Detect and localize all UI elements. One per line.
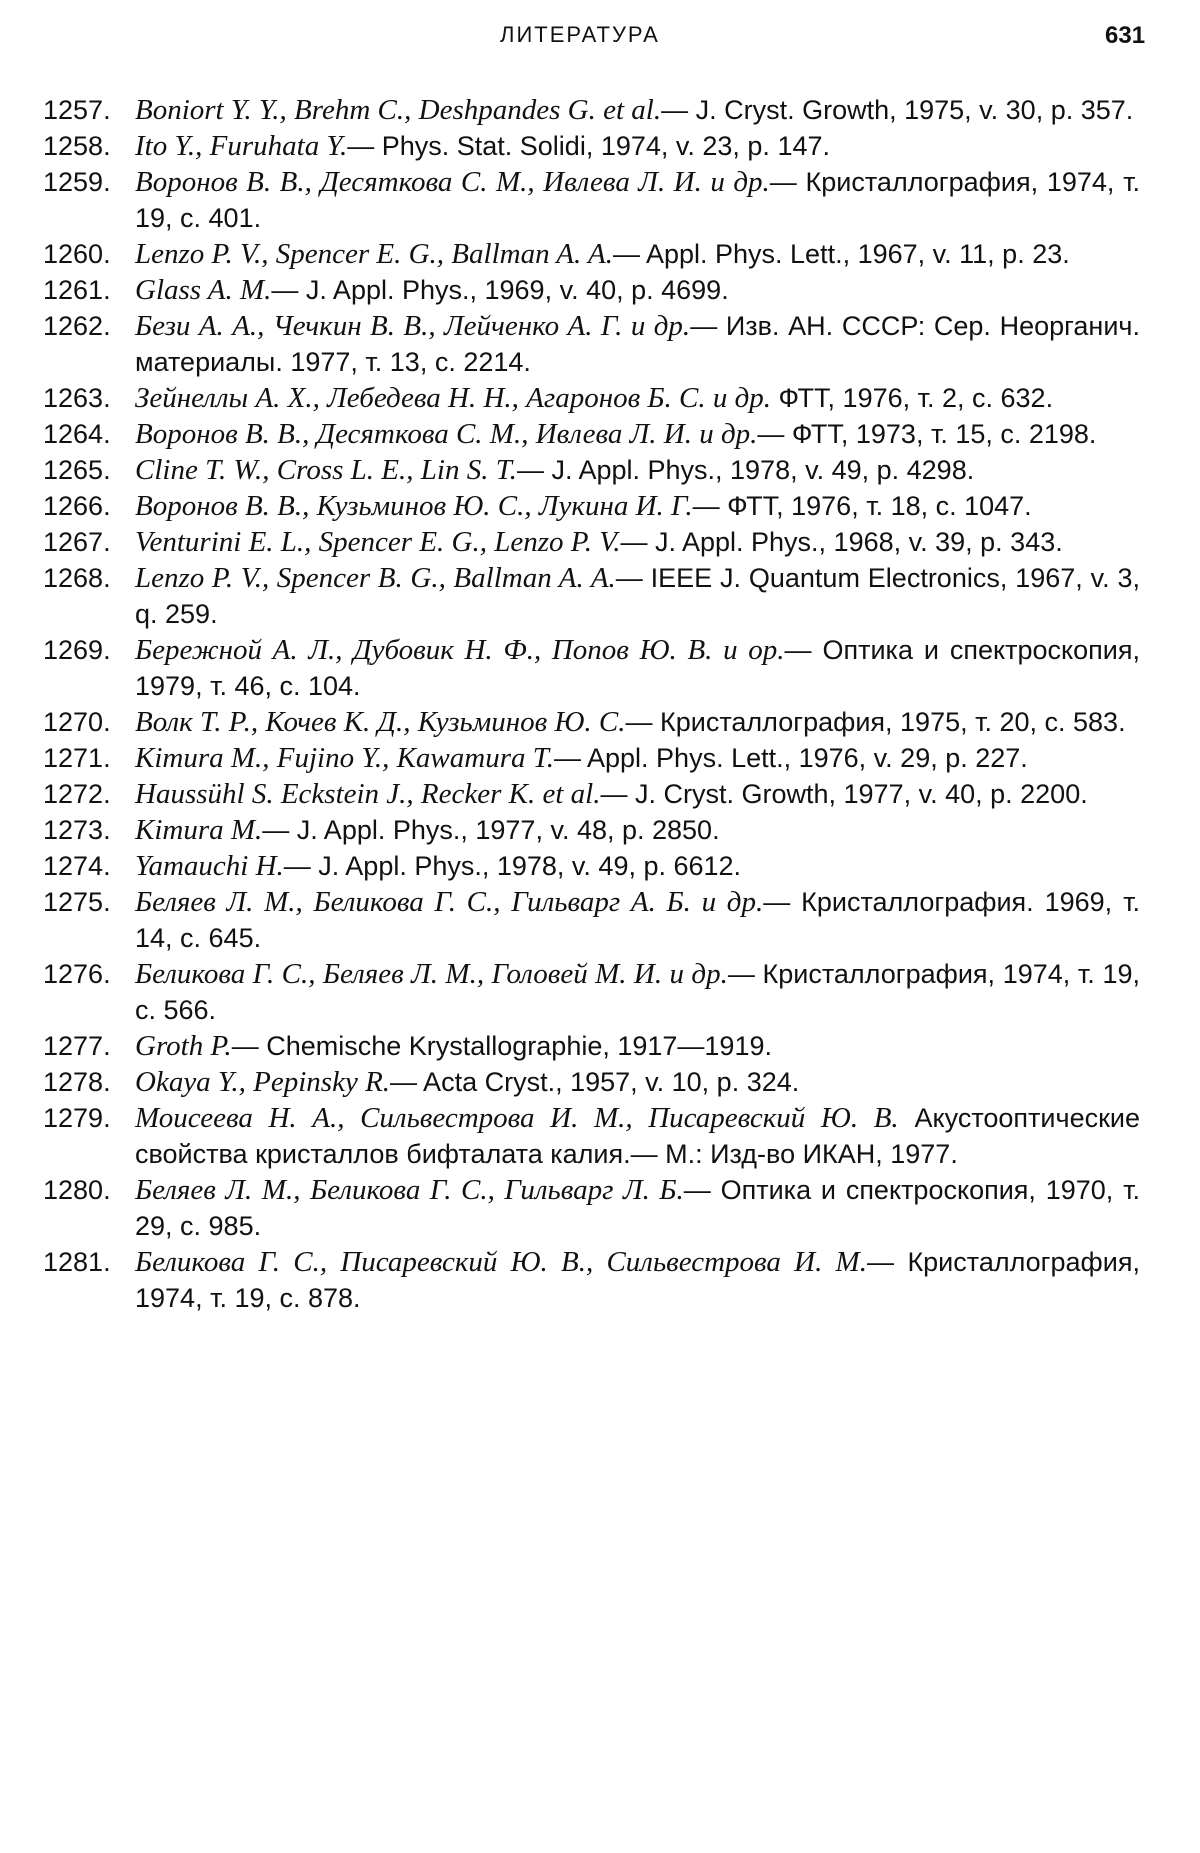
reference-source: — Phys. Stat. Solidi, 1974, v. 23, p. 147. — [347, 131, 830, 161]
reference-text — [135, 416, 1140, 452]
reference-authors: Lenzo P. V., Spencer B. G., Ballman A. A. — [135, 562, 616, 594]
reference-authors: Воронов В. В., Десяткова С. М., Ивлева Л. И. и др. — [135, 166, 770, 198]
reference-number: 1273. — [43, 815, 111, 845]
page-number: 631 — [1105, 22, 1146, 49]
reference-authors: Волк Т. Р., Кочев К. Д., Кузьминов Ю. С. — [135, 706, 626, 738]
reference-source: — ФТТ, 1976, т. 18, с. 1047. — [692, 491, 1032, 521]
reference-source: ФТТ, 1976, т. 2, с. 632. — [771, 383, 1054, 413]
reference-source: — Кристаллография, 1974, т. 19, с. 401. — [135, 167, 1140, 233]
reference-authors: Groth P. — [135, 1030, 232, 1062]
reference-entry — [0, 704, 1140, 740]
reference-source: — Appl. Phys. Lett., 1976, v. 29, p. 227. — [553, 743, 1028, 773]
reference-entry — [0, 128, 1140, 164]
reference-number: 1280. — [43, 1175, 111, 1205]
reference-authors: Моисеева Н. А., Сильвестрова И. М., Писаревский Ю. В. — [135, 1102, 899, 1134]
reference-authors: Cline T. W., Cross L. E., Lin S. T. — [135, 454, 517, 486]
reference-source: — J. Cryst. Growth, 1975, v. 30, p. 357. — [661, 95, 1134, 125]
reference-number: 1275. — [43, 887, 111, 917]
reference-entry — [0, 1172, 1140, 1244]
reference-source: — J. Appl. Phys., 1978, v. 49, p. 4298. — [516, 455, 975, 485]
reference-entry — [0, 1244, 1140, 1316]
reference-source: — ФТТ, 1973, т. 15, с. 2198. — [757, 419, 1097, 449]
reference-entry — [0, 272, 1140, 308]
reference-number: 1263. — [43, 383, 111, 413]
reference-source: — J. Appl. Phys., 1969, v. 40, p. 4699. — [271, 275, 729, 305]
reference-text — [135, 524, 1140, 560]
reference-source: — Appl. Phys. Lett., 1967, v. 11, p. 23. — [612, 239, 1070, 269]
reference-number: 1259. — [43, 167, 111, 197]
reference-entry — [0, 488, 1140, 524]
reference-number: 1258. — [43, 131, 111, 161]
reference-entry — [0, 1100, 1140, 1172]
reference-authors: Yamauchi H. — [135, 850, 284, 882]
reference-text — [135, 164, 1140, 236]
reference-entry — [0, 812, 1140, 848]
reference-list — [0, 92, 1200, 1316]
reference-source: — Кристаллография, 1975, т. 20, с. 583. — [625, 707, 1126, 737]
page-header — [0, 22, 1200, 62]
reference-text — [135, 740, 1140, 776]
reference-text — [135, 956, 1140, 1028]
reference-authors: Okaya Y., Pepinsky R. — [135, 1066, 391, 1098]
reference-source: — Изв. АН. СССР: Сер. Неорганич. материалы. 1977, т. 13, с. 2214. — [135, 311, 1140, 377]
reference-text — [135, 1172, 1140, 1244]
reference-source: — Кристаллография. 1969, т. 14, с. 645. — [135, 887, 1141, 953]
reference-source: — J. Appl. Phys., 1977, v. 48, p. 2850. — [262, 815, 720, 845]
reference-text — [135, 452, 1140, 488]
reference-text — [135, 308, 1140, 380]
reference-entry — [0, 1028, 1140, 1064]
reference-text — [135, 812, 1140, 848]
reference-source: — J. Appl. Phys., 1968, v. 39, p. 343. — [620, 527, 1063, 557]
reference-text — [135, 848, 1140, 884]
reference-entry — [0, 452, 1140, 488]
reference-number: 1268. — [43, 563, 111, 593]
reference-number: 1272. — [43, 779, 111, 809]
reference-number: 1265. — [43, 455, 111, 485]
reference-entry — [0, 416, 1140, 452]
reference-number: 1262. — [43, 311, 111, 341]
reference-source: — Chemische Krystallographie, 1917—1919. — [231, 1031, 772, 1061]
reference-text — [135, 488, 1140, 524]
reference-number: 1267. — [43, 527, 111, 557]
reference-entry — [0, 308, 1140, 380]
reference-number: 1271. — [43, 743, 111, 773]
reference-authors: Беляев Л. М., Беликова Г. С., Гильварг Л. Б. — [135, 1174, 684, 1206]
reference-authors: Ito Y., Furuhata Y. — [135, 130, 348, 162]
reference-source: — J. Cryst. Growth, 1977, v. 40, p. 2200. — [600, 779, 1088, 809]
reference-source: — Acta Cryst., 1957, v. 10, p. 324. — [390, 1067, 800, 1097]
reference-authors: Воронов В. В., Десяткова С. М., Ивлева Л. И. и др. — [135, 418, 758, 450]
reference-text — [135, 236, 1140, 272]
reference-entry — [0, 884, 1140, 956]
reference-authors: Haussühl S. Eckstein J., Recker K. et al. — [135, 778, 601, 810]
reference-entry — [0, 956, 1140, 1028]
reference-entry — [0, 1064, 1140, 1100]
reference-source: — Кристаллография, 1974, т. 19, с. 878. — [135, 1247, 1140, 1313]
reference-authors: Glass A. M. — [135, 274, 272, 306]
reference-text — [135, 380, 1140, 416]
reference-text — [135, 272, 1140, 308]
reference-source: — J. Appl. Phys., 1978, v. 49, p. 6612. — [283, 851, 742, 881]
reference-text — [135, 128, 1140, 164]
reference-entry — [0, 524, 1140, 560]
reference-number: 1276. — [43, 959, 111, 989]
reference-source: — Кристаллография, 1974, т. 19, с. 566. — [135, 959, 1140, 1025]
reference-authors: Бези А. А., Чечкин В. В., Лейченко А. Г. и др. — [135, 310, 691, 342]
reference-number: 1257. — [43, 95, 111, 125]
reference-authors: Lenzo P. V., Spencer E. G., Ballman A. A. — [135, 238, 613, 270]
reference-authors: Boniort Y. Y., Brehm C., Deshpandes G. et al. — [135, 94, 662, 126]
reference-entry — [0, 632, 1140, 704]
reference-text — [135, 92, 1140, 128]
reference-entry — [0, 776, 1140, 812]
reference-text — [135, 632, 1140, 704]
reference-text — [135, 776, 1140, 812]
reference-text — [135, 1244, 1140, 1316]
reference-text — [135, 1064, 1140, 1100]
running-title: ЛИТЕРАТУРА — [500, 22, 660, 47]
reference-number: 1266. — [43, 491, 111, 521]
reference-authors: Беликова Г. С., Беляев Л. М., Головей М. И. и др. — [135, 958, 728, 990]
reference-authors: Беляев Л. М., Беликова Г. С., Гильварг А. Б. и др. — [135, 886, 764, 918]
reference-source: — Оптика и спектроскопия, 1970, т. 29, с. 985. — [135, 1175, 1140, 1241]
reference-text — [135, 884, 1140, 956]
reference-authors: Kimura M. — [135, 814, 263, 846]
reference-authors: Бережной А. Л., Дубовик Н. Ф., Попов Ю. В. и ор. — [135, 634, 785, 666]
reference-authors: Беликова Г. С., Писаревский Ю. В., Сильвестрова И. М. — [135, 1246, 867, 1278]
reference-text — [135, 1100, 1140, 1172]
reference-number: 1261. — [43, 275, 111, 305]
reference-text — [135, 1028, 1140, 1064]
reference-number: 1279. — [43, 1103, 111, 1133]
reference-number: 1274. — [43, 851, 111, 881]
reference-number: 1260. — [43, 239, 111, 269]
reference-text — [135, 704, 1140, 740]
reference-authors: Venturini E. L., Spencer E. G., Lenzo P. V. — [135, 526, 621, 558]
reference-number: 1269. — [43, 635, 111, 665]
reference-source: — Оптика и спектроскопия, 1979, т. 46, с. 104. — [135, 635, 1141, 701]
reference-authors: Воронов В. В., Кузьминов Ю. С., Лукина И. Г. — [135, 490, 693, 522]
reference-number: 1264. — [43, 419, 111, 449]
reference-source: — IEEE J. Quantum Electronics, 1967, v. 3, q. 259. — [135, 563, 1140, 629]
reference-entry — [0, 740, 1140, 776]
reference-number: 1270. — [43, 707, 111, 737]
reference-number: 1278. — [43, 1067, 111, 1097]
reference-entry — [0, 92, 1140, 128]
reference-authors: Kimura M., Fujino Y., Kawamura T. — [135, 742, 554, 774]
reference-number: 1281. — [43, 1247, 111, 1277]
reference-entry — [0, 164, 1140, 236]
reference-authors: Зейнеллы А. Х., Лебедева Н. Н., Агаронов Б. С. и др. — [135, 382, 772, 414]
reference-entry — [0, 848, 1140, 884]
reference-text — [135, 560, 1140, 632]
reference-entry — [0, 380, 1140, 416]
reference-entry — [0, 236, 1140, 272]
reference-source: Акустооптические свойства кристаллов бифталата калия.— М.: Изд-во ИКАН, 1977. — [135, 1103, 1140, 1169]
reference-number: 1277. — [43, 1031, 111, 1061]
reference-entry — [0, 560, 1140, 632]
